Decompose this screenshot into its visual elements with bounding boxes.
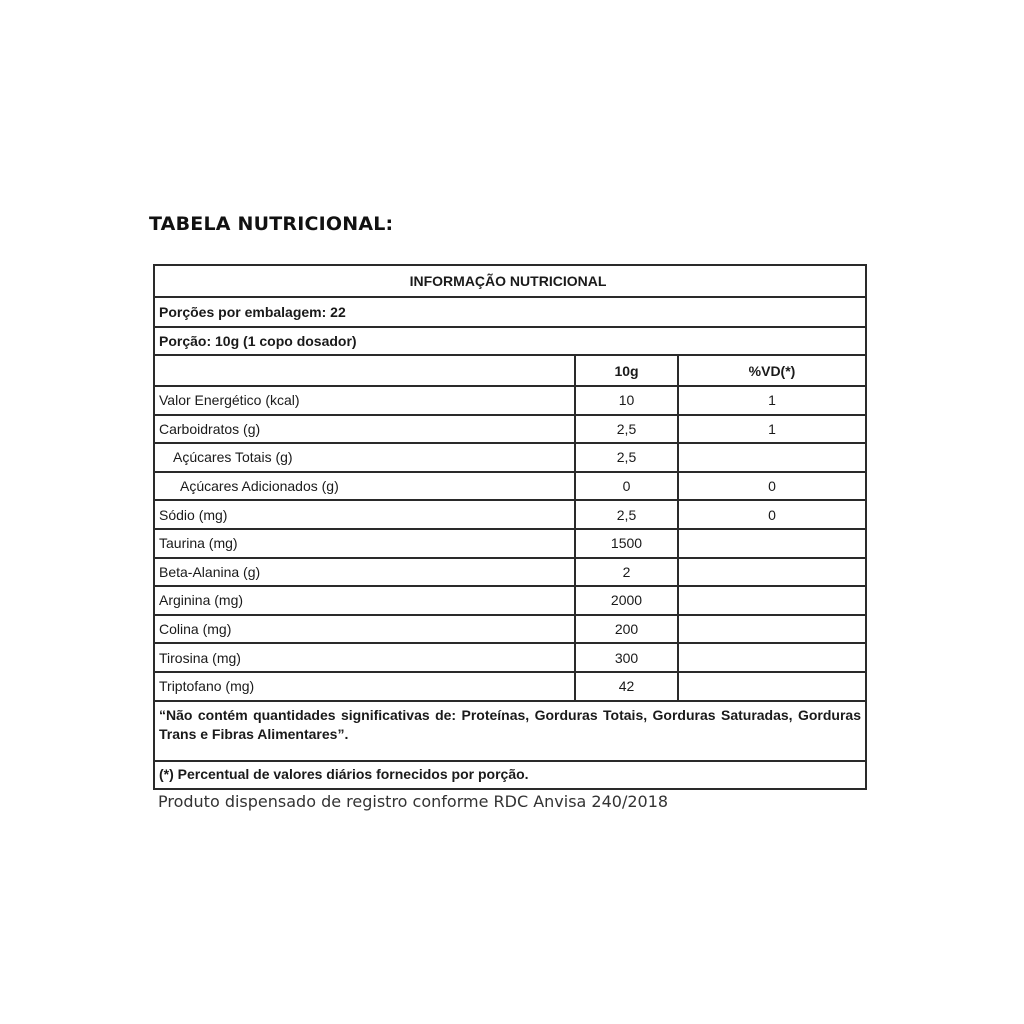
nutrient-name: Valor Energético (kcal) xyxy=(155,386,575,415)
nutrient-dv: 0 xyxy=(678,500,865,529)
nutrient-dv: 1 xyxy=(678,415,865,444)
nutrient-values-table xyxy=(155,356,865,702)
nutrient-amount: 2,5 xyxy=(575,415,678,444)
nutrient-amount: 2,5 xyxy=(575,500,678,529)
nutrient-row-tyrosine xyxy=(155,643,865,672)
nutrient-dv xyxy=(678,443,865,472)
table-title: INFORMAÇÃO NUTRICIONAL xyxy=(155,266,865,298)
nutrient-row-beta-alanine xyxy=(155,558,865,587)
nutrient-amount: 300 xyxy=(575,643,678,672)
nutrient-name: Tirosina (mg) xyxy=(155,643,575,672)
servings-per-package: Porções por embalagem: 22 xyxy=(155,298,865,328)
nutrient-amount: 0 xyxy=(575,472,678,501)
serving-size: Porção: 10g (1 copo dosador) xyxy=(155,328,865,356)
nutrient-name: Triptofano (mg) xyxy=(155,672,575,701)
nutrient-row-taurine xyxy=(155,529,865,558)
nutrient-row-tryptophan xyxy=(155,672,865,701)
nutrition-facts-table xyxy=(153,264,867,790)
nutrient-row-added-sugars xyxy=(155,472,865,501)
nutrient-name: Arginina (mg) xyxy=(155,586,575,615)
nutrient-row-total-sugars xyxy=(155,443,865,472)
nutrient-dv xyxy=(678,672,865,701)
nutrient-name: Carboidratos (g) xyxy=(155,415,575,444)
nutrient-amount: 42 xyxy=(575,672,678,701)
nutrient-row-energy xyxy=(155,386,865,415)
nutrient-dv: 1 xyxy=(678,386,865,415)
nutrient-row-choline xyxy=(155,615,865,644)
nutrient-name: Taurina (mg) xyxy=(155,529,575,558)
nutrient-name: Açúcares Totais (g) xyxy=(155,443,575,472)
column-header-row xyxy=(155,356,865,386)
daily-value-note: (*) Percentual de valores diários fornecidos por porção. xyxy=(159,765,529,782)
nutrient-dv xyxy=(678,529,865,558)
not-significant-note: “Não contém quantidades significativas de: Proteínas, Gorduras Totais, Gorduras Saturadas, Gorduras Trans e Fibras Alimentares”. xyxy=(155,702,865,762)
nutrient-name: Açúcares Adicionados (g) xyxy=(155,472,575,501)
nutrient-amount: 10 xyxy=(575,386,678,415)
nutrient-amount: 200 xyxy=(575,615,678,644)
nutrient-dv xyxy=(678,615,865,644)
nutrient-amount: 2,5 xyxy=(575,443,678,472)
nutrient-header-empty xyxy=(155,356,575,386)
nutrient-amount: 1500 xyxy=(575,529,678,558)
amount-column-header: 10g xyxy=(575,356,678,386)
nutrient-name: Sódio (mg) xyxy=(155,500,575,529)
dv-column-header: %VD(*) xyxy=(678,356,865,386)
registration-note: Produto dispensado de registro conforme RDC Anvisa 240/2018 xyxy=(158,792,669,811)
nutrient-name: Colina (mg) xyxy=(155,615,575,644)
nutrient-dv xyxy=(678,558,865,587)
nutrient-name: Beta-Alanina (g) xyxy=(155,558,575,587)
nutrient-dv xyxy=(678,586,865,615)
page-heading: TABELA NUTRICIONAL: xyxy=(149,213,394,235)
nutrient-row-sodium xyxy=(155,500,865,529)
nutrient-dv xyxy=(678,643,865,672)
nutrient-dv: 0 xyxy=(678,472,865,501)
nutrient-amount: 2000 xyxy=(575,586,678,615)
nutrient-row-arginine xyxy=(155,586,865,615)
nutrient-amount: 2 xyxy=(575,558,678,587)
nutrient-row-carbohydrates xyxy=(155,415,865,444)
